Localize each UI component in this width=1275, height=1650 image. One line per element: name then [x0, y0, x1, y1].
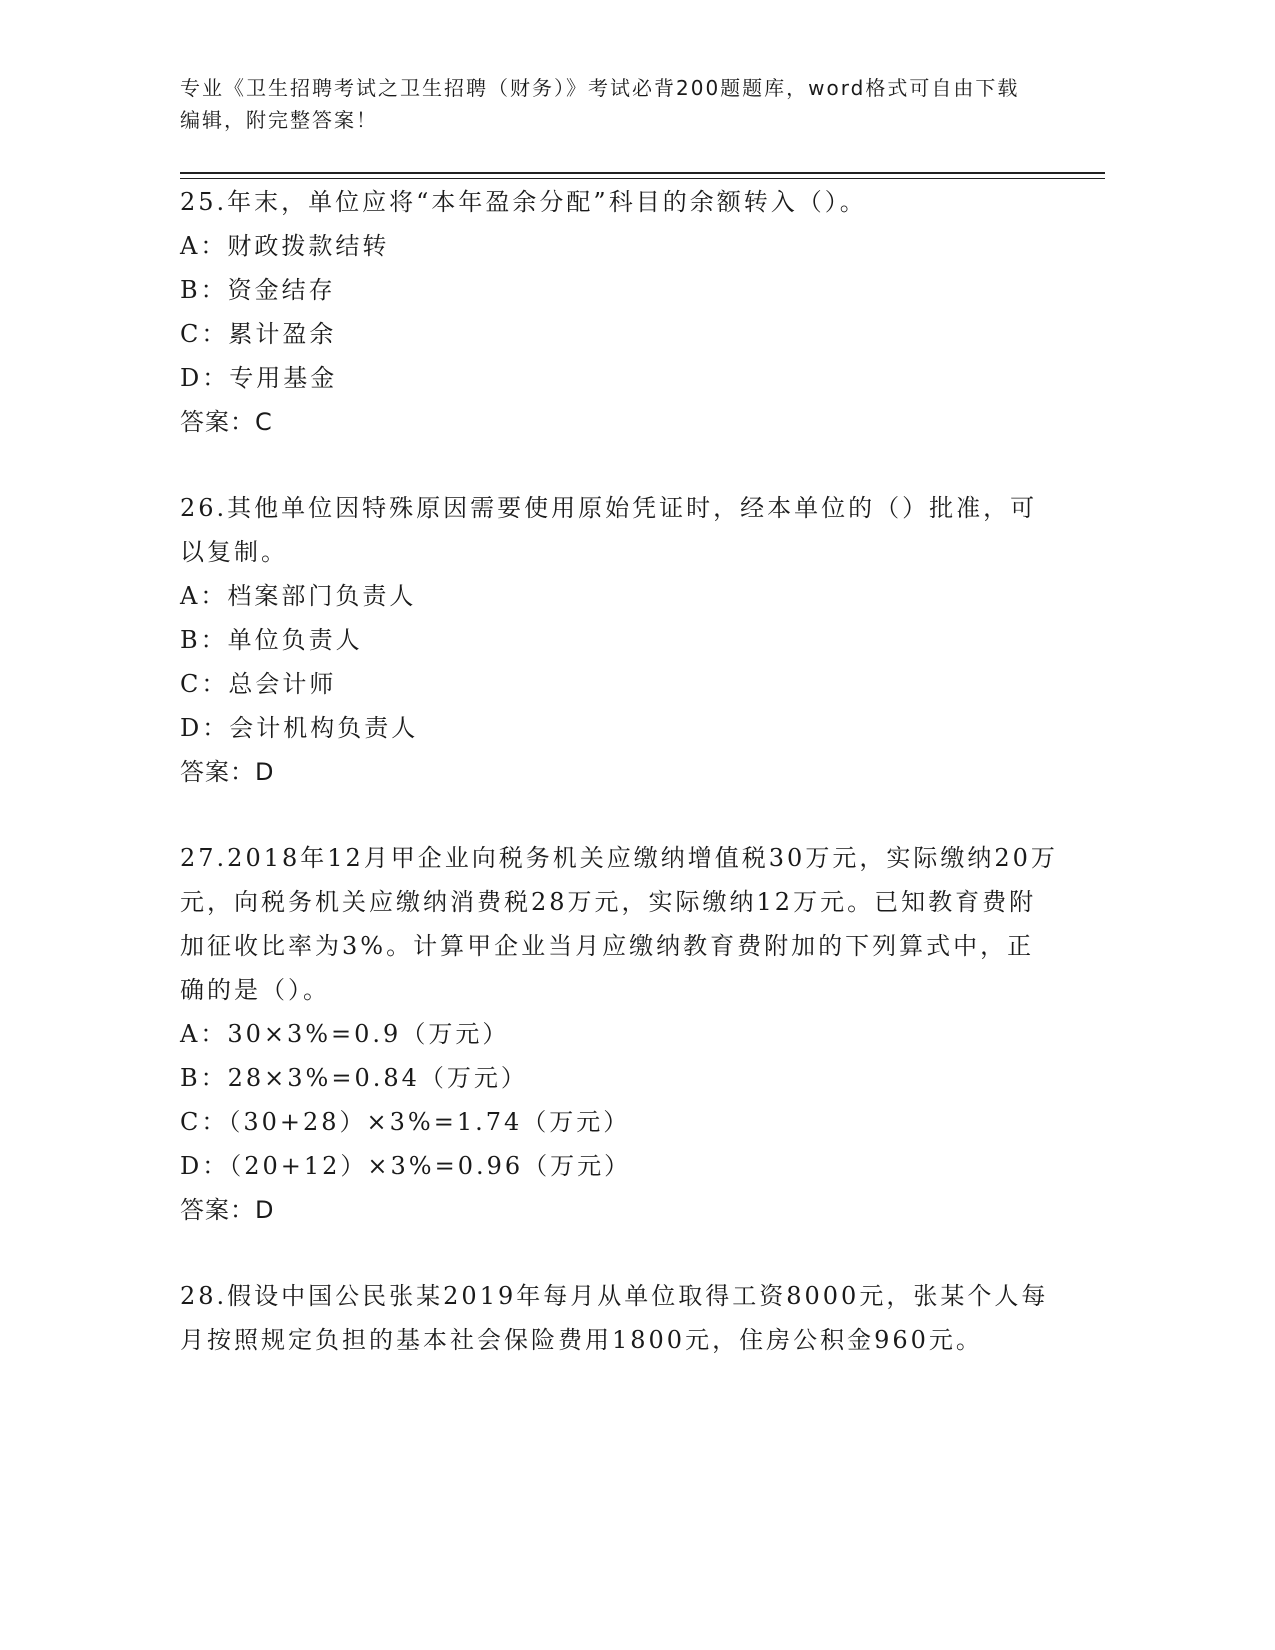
- question-text: 25.年末，单位应将“本年盈余分配”科目的余额转入（）。: [180, 188, 867, 216]
- option-d: D：专用基金: [180, 364, 338, 392]
- option-a: A：财政拨款结转: [180, 232, 390, 260]
- question-text: 27.2018年12月甲企业向税务机关应缴纳增值税30万元，实际缴纳20万元，向税务机关应缴纳消费税28万元，实际缴纳12万元。已知教育费附加征收比率为3%。计算甲企业当月应缴纳教育费附加的下列算式中，正确的是（）。: [180, 844, 1058, 1004]
- answer: 答案：D: [180, 758, 275, 786]
- option-c: C：（30+28）×3%=1.74（万元）: [180, 1108, 631, 1136]
- question-26: [180, 486, 1060, 794]
- option-d: D：会计机构负责人: [180, 714, 419, 742]
- option-b: B：资金结存: [180, 276, 336, 304]
- option-c: C：总会计师: [180, 670, 337, 698]
- option-d: D：（20+12）×3%=0.96（万元）: [180, 1152, 632, 1180]
- option-c: C：累计盈余: [180, 320, 337, 348]
- question-text: 26.其他单位因特殊原因需要使用原始凭证时，经本单位的（）批准，可以复制。: [180, 494, 1038, 566]
- question-text: 28.假设中国公民张某2019年每月从单位取得工资8000元，张某个人每月按照规定负担的基本社会保险费用1800元，住房公积金960元。: [180, 1282, 1049, 1354]
- question-27: [180, 836, 1060, 1232]
- question-28: [180, 1274, 1060, 1362]
- option-a: A：30×3%=0.9（万元）: [180, 1020, 510, 1048]
- header-rule-thin: [180, 178, 1105, 179]
- option-a: A：档案部门负责人: [180, 582, 417, 610]
- answer: 答案：D: [180, 1196, 275, 1224]
- header-rule: [180, 172, 1105, 174]
- question-list: [180, 180, 1060, 1404]
- answer: 答案：C: [180, 408, 273, 436]
- option-b: B：单位负责人: [180, 626, 363, 654]
- document-header: 专业《卫生招聘考试之卫生招聘（财务）》考试必背200题题库，word格式可自由下载编辑，附完整答案！: [180, 76, 1020, 132]
- option-b: B：28×3%=0.84（万元）: [180, 1064, 528, 1092]
- question-25: [180, 180, 1060, 444]
